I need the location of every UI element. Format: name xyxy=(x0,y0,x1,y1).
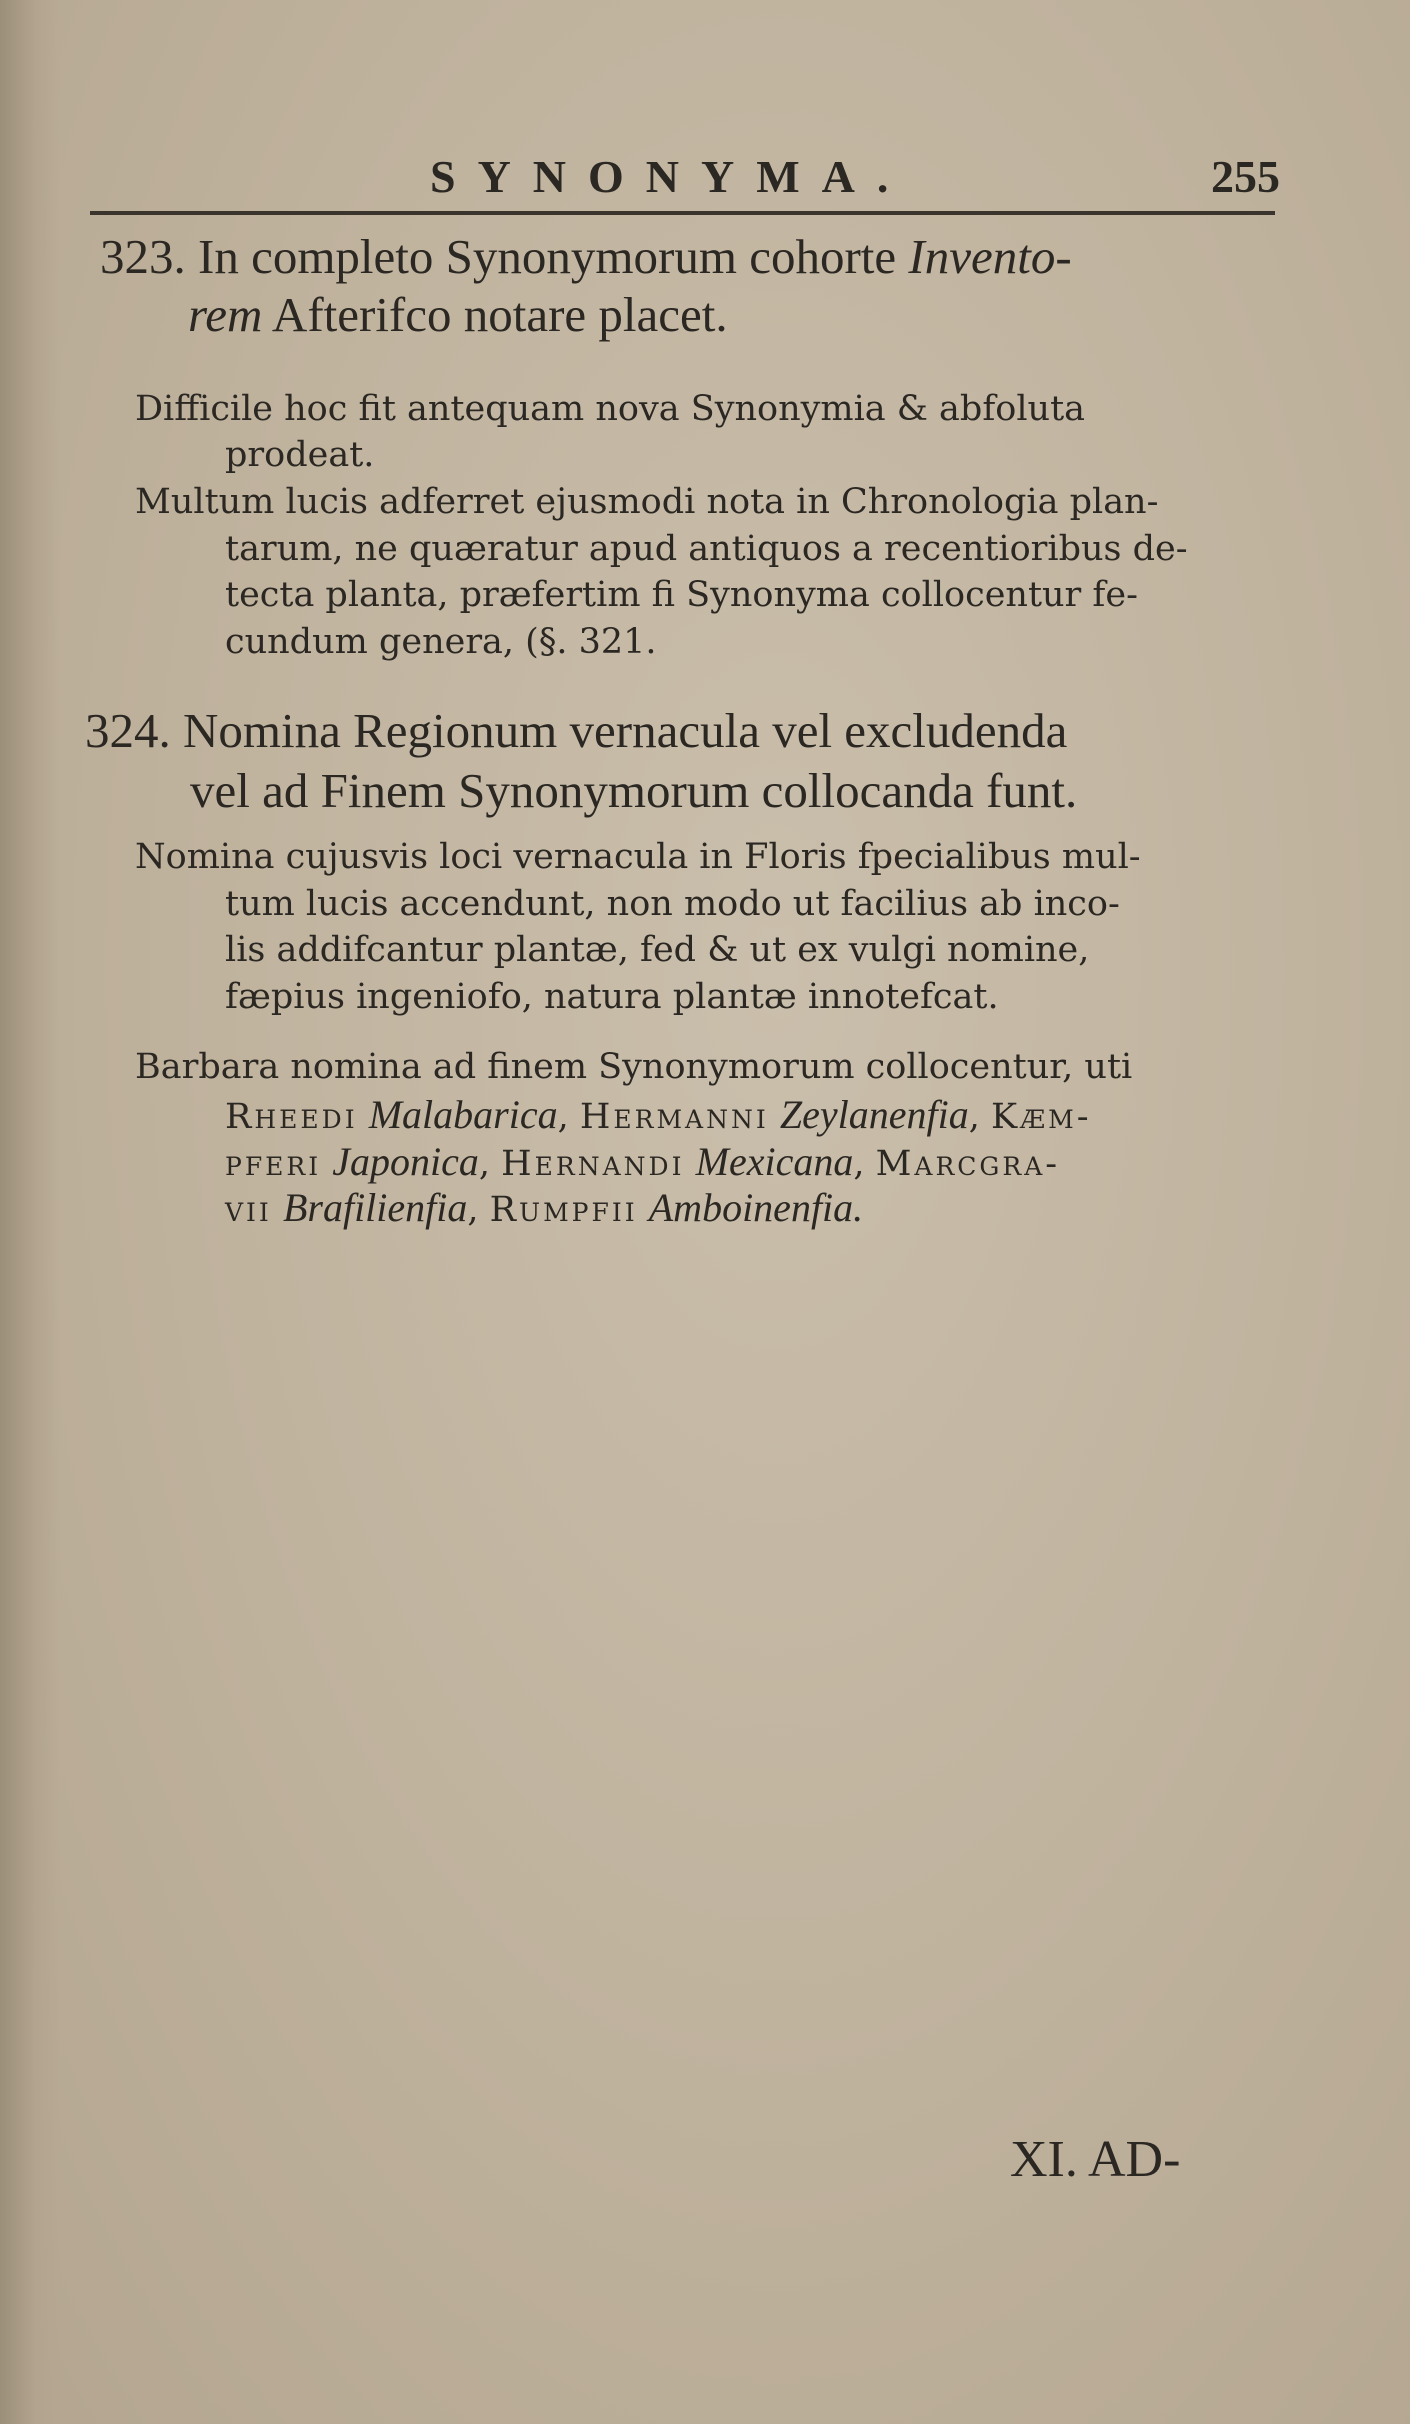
section-324-title-line1 xyxy=(85,703,1068,758)
s323-para2-line2: tarum, ne quæratur apud antiquos a recentioribus de- xyxy=(225,529,1188,569)
section-324-title-line2: vel ad Finem Synonymorum collocanda funt. xyxy=(190,763,1078,818)
section-323-title-text-2: Afterifco notare placet. xyxy=(262,287,728,342)
s324-para2-line3: pferi Japonica, Hernandi Mexicana, Marcgra- xyxy=(225,1139,1061,1184)
author-kaempferi-end: pferi xyxy=(225,1144,322,1184)
s323-para2-line3: tecta planta, præfertim fi Synonyma collocentur fe- xyxy=(225,575,1138,615)
s323-para1-line2: prodeat. xyxy=(225,435,375,475)
section-324-title-text: Nomina Regionum vernacula vel excludenda xyxy=(183,703,1068,758)
work-japonica: Japonica xyxy=(332,1139,479,1184)
work-amboinenfia: Amboinenfia. xyxy=(648,1185,864,1230)
s323-para1-line1: Difficile hoc fit antequam nova Synonymia & abfoluta xyxy=(135,389,1086,429)
s323-para2-line1: Multum lucis adferret ejusmodi nota in Chronologia plan- xyxy=(135,482,1159,522)
work-malabarica: Malabarica xyxy=(368,1092,558,1137)
gutter-shadow xyxy=(0,0,60,2424)
section-323-title-line1 xyxy=(100,229,1072,284)
header-rule xyxy=(90,211,1275,215)
work-brafilienfia: Brafilienfia xyxy=(282,1185,468,1230)
section-323-title-line2 xyxy=(188,287,728,342)
author-rheedi: Rheedi xyxy=(225,1097,358,1137)
s324-para1-line1: Nomina cujusvis loci vernacula in Floris fpecialibus mul- xyxy=(135,837,1141,877)
s324-para2-line1: Barbara nomina ad finem Synonymorum collocentur, uti xyxy=(135,1047,1133,1087)
work-zeylanenfia: Zeylanenfia xyxy=(779,1092,969,1137)
section-323-title-italic-2: rem xyxy=(188,287,263,342)
s324-para1-line3: lis addifcantur plantæ, fed & ut ex vulgi nomine, xyxy=(225,930,1090,970)
author-kaempferi-start: Kæm- xyxy=(991,1097,1092,1137)
section-323-title-italic: Invento- xyxy=(908,229,1072,284)
work-mexicana: Mexicana xyxy=(695,1139,854,1184)
section-323-title-text: In completo Synonymorum cohorte xyxy=(198,229,909,284)
s324-para1-line2: tum lucis accendunt, non modo ut facilius ab inco- xyxy=(225,884,1120,924)
s323-para2-line4: cundum genera, (§. 321. xyxy=(225,622,657,662)
running-head: SYNONYMA. xyxy=(430,151,911,202)
author-hermanni: Hermanni xyxy=(579,1097,769,1137)
author-hernandi: Hernandi xyxy=(501,1144,685,1184)
author-marcgravii-end: vii xyxy=(225,1190,272,1230)
s324-para2-line4: vii Brafilienfia, Rumpfii Amboinenfia. xyxy=(225,1185,864,1230)
page-header xyxy=(430,150,1280,210)
author-rumpfii: Rumpfii xyxy=(489,1190,638,1230)
section-323-number: 323. xyxy=(100,229,186,284)
s324-para1-line4: fæpius ingeniofo, natura plantæ innotefcat. xyxy=(225,977,999,1017)
catchword: XI. AD- xyxy=(1010,2131,1181,2188)
section-324-number: 324. xyxy=(85,703,171,758)
author-marcgravii-start: Marcgra- xyxy=(875,1144,1061,1184)
s324-para2-line2: Rheedi Malabarica, Hermanni Zeylanenfia, Kæm- xyxy=(225,1092,1092,1137)
page-number: 255 xyxy=(1211,151,1280,202)
